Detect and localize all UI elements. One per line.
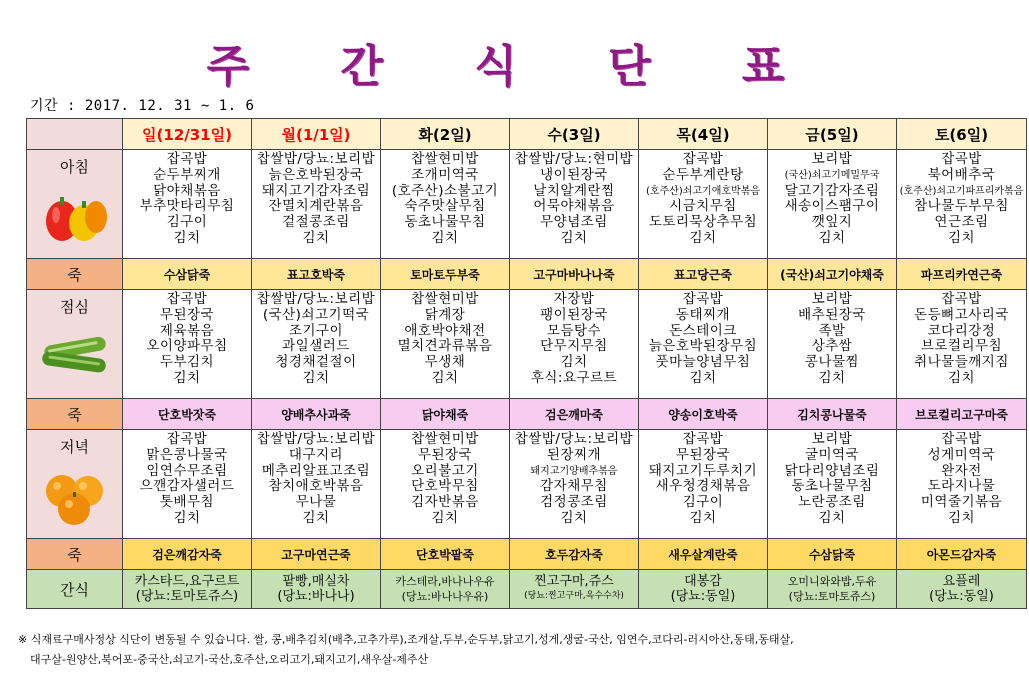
menu-cell [252, 150, 381, 259]
menu-item: 김치 [947, 509, 976, 526]
menu-item: 닭야채볶음 [153, 182, 221, 199]
juk-cell: 김치콩나물죽 [768, 399, 897, 430]
lunch-label: 점심 [60, 298, 89, 316]
menu-cell [123, 150, 252, 259]
snack-cell [639, 570, 768, 609]
menu-item: 돼지고기감자조림 [261, 182, 371, 199]
oranges-icon [40, 467, 110, 527]
menu-item: 어묵야채볶음 [533, 198, 615, 215]
snack-diabetic: (당뇨:찐고구마,옥수수차) [524, 591, 624, 601]
menu-item: 참치애호박볶음 [268, 478, 364, 495]
menu-item: 김치 [173, 369, 201, 386]
menu-item: 상추쌈 [811, 338, 853, 355]
menu-item: 잡곡밥 [166, 291, 208, 307]
menu-item: 보리밥 [811, 431, 853, 447]
snack-cell [381, 570, 510, 609]
menu-item: 김치 [560, 354, 588, 371]
menu-item: 무된장국 [417, 446, 473, 463]
menu-item: 김치 [818, 369, 846, 386]
dinner-label-cell [27, 430, 123, 539]
snack-diabetic: (당뇨:바나나우유) [401, 590, 489, 603]
menu-item: 무된장국 [675, 446, 731, 463]
menu-item: 숙주맛살무침 [404, 198, 486, 215]
menu-item: 미역줄기볶음 [920, 494, 1003, 511]
menu-item: 성게미역국 [927, 446, 996, 463]
dinner-label: 저녁 [60, 438, 89, 456]
juk-cell: 검은깨감자죽 [123, 539, 252, 570]
juk-cell: 닭야채죽 [381, 399, 510, 430]
juk-cell: 수삼닭죽 [123, 259, 252, 290]
menu-item: 조기구이 [288, 322, 344, 339]
menu-item: 동초나물무침 [791, 478, 873, 495]
menu-table [26, 118, 1027, 609]
menu-item: 겉절콩조림 [282, 214, 350, 231]
day-header: 수(3일) [510, 119, 639, 150]
menu-item: 김치 [431, 369, 459, 386]
menu-item: 대구지리 [288, 446, 344, 463]
menu-item: 된장찌개 [546, 446, 602, 463]
menu-item: 새송이스팸구이 [784, 198, 880, 215]
menu-item: 잡곡밥 [166, 431, 208, 447]
menu-cell [897, 150, 1027, 259]
page-title: 주 간 식 단 표 [206, 41, 823, 92]
menu-item: (국산)쇠고기떡국 [262, 306, 370, 323]
menu-item: 시금치무침 [669, 198, 737, 215]
juk-label: 죽 [27, 259, 123, 290]
menu-item: 김치 [302, 369, 330, 386]
menu-item: 북어배추국 [927, 166, 996, 183]
snack-diabetic: (당뇨:바나나) [277, 589, 355, 604]
juk-cell: 새우살계란죽 [639, 539, 768, 570]
menu-cell [123, 290, 252, 399]
menu-item: 돼지고기두루치기 [648, 462, 758, 479]
menu-cell [381, 150, 510, 259]
day-header: 월(1/1일) [252, 119, 381, 150]
menu-item: 김치 [689, 509, 717, 526]
day-header: 금(5일) [768, 119, 897, 150]
menu-item: 찹쌀현미밥 [411, 431, 479, 447]
snack-cell [510, 570, 639, 609]
menu-item: 김구이 [166, 214, 208, 231]
juk-label: 죽 [27, 539, 123, 570]
day-header-row [27, 119, 1027, 150]
dinner-row [27, 430, 1027, 539]
menu-item: 코다리강정 [927, 322, 996, 339]
menu-item: 날치알계란찜 [533, 182, 615, 199]
menu-item: 참나물두부무침 [914, 198, 1009, 215]
juk-cell: 수삼닭죽 [768, 539, 897, 570]
menu-item: 청경채겉절이 [275, 354, 357, 371]
lunch-juk-row [27, 399, 1027, 430]
menu-cell [768, 150, 897, 259]
day-header: 토(6일) [897, 119, 1027, 150]
snack-item: 카스타드,요구르트 [134, 574, 240, 589]
menu-item: (호주산)소불고기 [391, 182, 499, 199]
menu-item: 김구이 [682, 494, 724, 511]
juk-cell: 표고호박죽 [252, 259, 381, 290]
menu-item: 멸치견과류볶음 [397, 338, 493, 355]
juk-cell: 고구마연근죽 [252, 539, 381, 570]
snack-item: 팥빵,매실차 [282, 574, 350, 589]
menu-cell [381, 430, 510, 539]
snack-cell [768, 570, 897, 609]
menu-cell [639, 430, 768, 539]
menu-item: 잡곡밥 [941, 151, 982, 167]
menu-item: 도토리묵상추무침 [648, 214, 758, 231]
menu-item: 콩나물찜 [804, 354, 860, 371]
menu-item: 김치 [173, 509, 201, 526]
menu-cell [897, 290, 1027, 399]
dinner-juk-row [27, 539, 1027, 570]
menu-item: 과일샐러드 [282, 338, 350, 355]
menu-item: 도라지나물 [927, 478, 996, 495]
snack-label: 간식 [27, 570, 123, 609]
menu-item: (국산)쇠고기메밀무국 [784, 169, 880, 181]
menu-item: 동초나물무침 [404, 214, 486, 231]
period-text: 기간 : 2017. 12. 31 ~ 1. 6 [30, 98, 255, 114]
menu-item: 잡곡밥 [166, 151, 208, 167]
menu-item: 달고기감자조림 [784, 182, 880, 199]
juk-cell: 브로컬리고구마죽 [897, 399, 1027, 430]
menu-item: (호주산)쇠고기애호박볶음 [645, 185, 761, 197]
menu-item: 김치 [173, 229, 201, 246]
menu-cell [510, 290, 639, 399]
menu-item: 잡곡밥 [682, 431, 724, 447]
menu-item: 단무지무침 [540, 338, 608, 355]
menu-item: 후식:요구르트 [530, 369, 618, 386]
snack-item: 찐고구마,쥬스 [534, 574, 614, 589]
juk-cell: 양송이호박죽 [639, 399, 768, 430]
snack-cell [252, 570, 381, 609]
menu-item: 김치 [560, 229, 588, 246]
menu-item: 늙은호박된장국 [268, 166, 364, 183]
juk-cell: 단호박잣죽 [123, 399, 252, 430]
menu-item: 찹쌀밥/당뇨:보리밥 [256, 151, 376, 167]
menu-item: 돈등뼈고사리국 [914, 306, 1009, 323]
menu-item: 김치 [689, 369, 717, 386]
menu-cell [252, 430, 381, 539]
juk-cell: (국산)쇠고기야채죽 [768, 259, 897, 290]
lunch-row [27, 290, 1027, 399]
snack-item: 요플레 [942, 574, 981, 589]
menu-item: 찹쌀밥/당뇨:현미밥 [514, 151, 634, 167]
menu-item: 맑은콩나물국 [146, 446, 228, 463]
juk-cell: 양배추사과죽 [252, 399, 381, 430]
snack-cell [123, 570, 252, 609]
breakfast-juk-row [27, 259, 1027, 290]
menu-item: 김치 [431, 229, 459, 246]
breakfast-row [27, 150, 1027, 259]
juk-label: 죽 [27, 399, 123, 430]
menu-item: 검정콩조림 [540, 494, 608, 511]
lunch-label-cell [27, 290, 123, 399]
menu-item: 무양념조림 [540, 214, 608, 231]
juk-cell: 호두감자죽 [510, 539, 639, 570]
juk-cell: 검은깨마죽 [510, 399, 639, 430]
menu-item: 새우청경채볶음 [655, 478, 751, 495]
menu-item: 보리밥 [811, 151, 853, 167]
menu-item: 동태찌개 [675, 306, 731, 323]
menu-item: 찹쌀밥/당뇨:보리밥 [256, 291, 376, 307]
day-header: 일(12/31일) [123, 119, 252, 150]
menu-cell [768, 430, 897, 539]
juk-cell: 표고당근죽 [639, 259, 768, 290]
cucumbers-icon [38, 327, 112, 383]
menu-item: 애호박야채전 [404, 322, 486, 339]
menu-item: 닭다리양념조림 [784, 462, 880, 479]
menu-item: 김자반볶음 [411, 494, 479, 511]
menu-item: 무나물 [295, 494, 337, 511]
menu-item: 잡곡밥 [682, 291, 724, 307]
menu-item: 김치 [947, 369, 976, 386]
menu-item: 톳배무침 [159, 494, 215, 511]
menu-item: 냉이된장국 [540, 166, 608, 183]
menu-cell [510, 150, 639, 259]
menu-item: 배추된장국 [798, 306, 866, 323]
menu-item: 팽이된장국 [540, 306, 608, 323]
menu-cell [381, 290, 510, 399]
breakfast-label: 아침 [60, 158, 89, 176]
menu-item: 완자전 [941, 462, 982, 479]
menu-item: 김치 [689, 229, 717, 246]
menu-item: 김치 [560, 509, 588, 526]
menu-item: 찹쌀밥/당뇨:보리밥 [514, 431, 634, 447]
menu-item: 오이양파무침 [146, 338, 228, 355]
menu-item: 순두부찌개 [153, 166, 221, 183]
menu-item: 김치 [302, 509, 330, 526]
snack-diabetic: (당뇨:동일) [670, 589, 736, 604]
menu-item: 으깬감자샐러드 [139, 478, 235, 495]
juk-cell: 토마토두부죽 [381, 259, 510, 290]
menu-cell [897, 430, 1027, 539]
menu-item: 브로컬리무침 [920, 338, 1003, 355]
menu-item: 연근조림 [934, 214, 989, 231]
menu-item: 찹쌀현미밥 [411, 151, 479, 167]
menu-item: 노란콩조림 [798, 494, 866, 511]
menu-item: 무된장국 [159, 306, 215, 323]
snack-diabetic: (당뇨:동일) [929, 589, 994, 604]
day-header: 화(2일) [381, 119, 510, 150]
menu-item: 단호박무침 [411, 478, 479, 495]
snack-item: 대봉감 [684, 574, 722, 589]
menu-item: 오리불고기 [411, 462, 479, 479]
menu-item: 잔멸치계란볶음 [268, 198, 364, 215]
menu-item: 잡곡밥 [941, 291, 982, 307]
menu-cell [639, 290, 768, 399]
footnote-line-2: 대구살-원양산,북어포-중국산,쇠고기-국산,호주산,오리고기,돼지고기,새우살-제주산 [30, 653, 429, 666]
menu-item: 깻잎지 [811, 214, 853, 231]
menu-item: 감자채무침 [540, 478, 608, 495]
menu-cell [768, 290, 897, 399]
menu-item: 잡곡밥 [682, 151, 724, 167]
snack-row [27, 570, 1027, 609]
menu-item: 김치 [818, 509, 846, 526]
menu-item: 임연수무조림 [146, 462, 228, 479]
breakfast-label-cell [27, 150, 123, 259]
menu-item: 김치 [431, 509, 459, 526]
menu-item: 김치 [947, 229, 976, 246]
menu-item: 김치 [818, 229, 846, 246]
menu-item: 풋마늘양념무침 [655, 354, 751, 371]
snack-diabetic: (당뇨:토마토쥬스) [135, 589, 239, 604]
juk-cell: 아몬드감자죽 [897, 539, 1027, 570]
menu-item: 조개미역국 [411, 166, 479, 183]
juk-cell: 단호박팥죽 [381, 539, 510, 570]
menu-item: 순두부계란탕 [662, 166, 744, 183]
menu-item: 찹쌀밥/당뇨:보리밥 [256, 431, 376, 447]
menu-cell [252, 290, 381, 399]
menu-item: 잡곡밥 [941, 431, 982, 447]
juk-cell: 파프리카연근죽 [897, 259, 1027, 290]
menu-item: 찹쌀현미밥 [411, 291, 479, 307]
corner-cell [27, 119, 123, 150]
menu-item: 취나물들깨지짐 [914, 354, 1009, 371]
menu-item: 자장밥 [553, 291, 595, 307]
menu-cell [639, 150, 768, 259]
menu-cell [510, 430, 639, 539]
menu-item: 김치 [302, 229, 330, 246]
menu-item: (호주산)쇠고기파프리카볶음 [899, 185, 1024, 197]
menu-item: 돈스테이크 [669, 322, 737, 339]
menu-cell [123, 430, 252, 539]
snack-cell [897, 570, 1027, 609]
menu-item: 제육볶음 [159, 322, 215, 339]
snack-item: 오미니와와밥,두유 [787, 575, 877, 588]
snack-diabetic: (당뇨:토마토쥬스) [788, 590, 876, 603]
juk-cell: 고구마바나나죽 [510, 259, 639, 290]
menu-item: 무생채 [424, 354, 466, 371]
menu-item: 보리밥 [811, 291, 853, 307]
menu-item: 닭계장 [424, 306, 466, 323]
menu-item: 두부김치 [159, 354, 215, 371]
footnote [18, 630, 1018, 670]
menu-item: 굴미역국 [804, 446, 860, 463]
bell-peppers-icon [40, 187, 110, 247]
footnote-line-1: ※ 식재료구매사정상 식단이 변동될 수 있습니다. 쌀, 콩,배추김치(배추,고추가루),조개살,두부,순두부,닭고기,성게,생굴-국산, 임연수,코다리-러시아산,동태,동태살, [18, 633, 794, 646]
menu-item: 부추맛타리무침 [139, 198, 235, 215]
snack-item: 카스테라,바나나우유 [395, 575, 495, 588]
menu-item: 늙은호박된장무침 [648, 338, 758, 355]
day-header: 목(4일) [639, 119, 768, 150]
menu-item: 모듬탕수 [546, 322, 602, 339]
menu-item: 메추리알표고조림 [261, 462, 371, 479]
menu-item: 족발 [818, 322, 846, 339]
menu-item: 돼지고기양배추볶음 [530, 465, 618, 477]
